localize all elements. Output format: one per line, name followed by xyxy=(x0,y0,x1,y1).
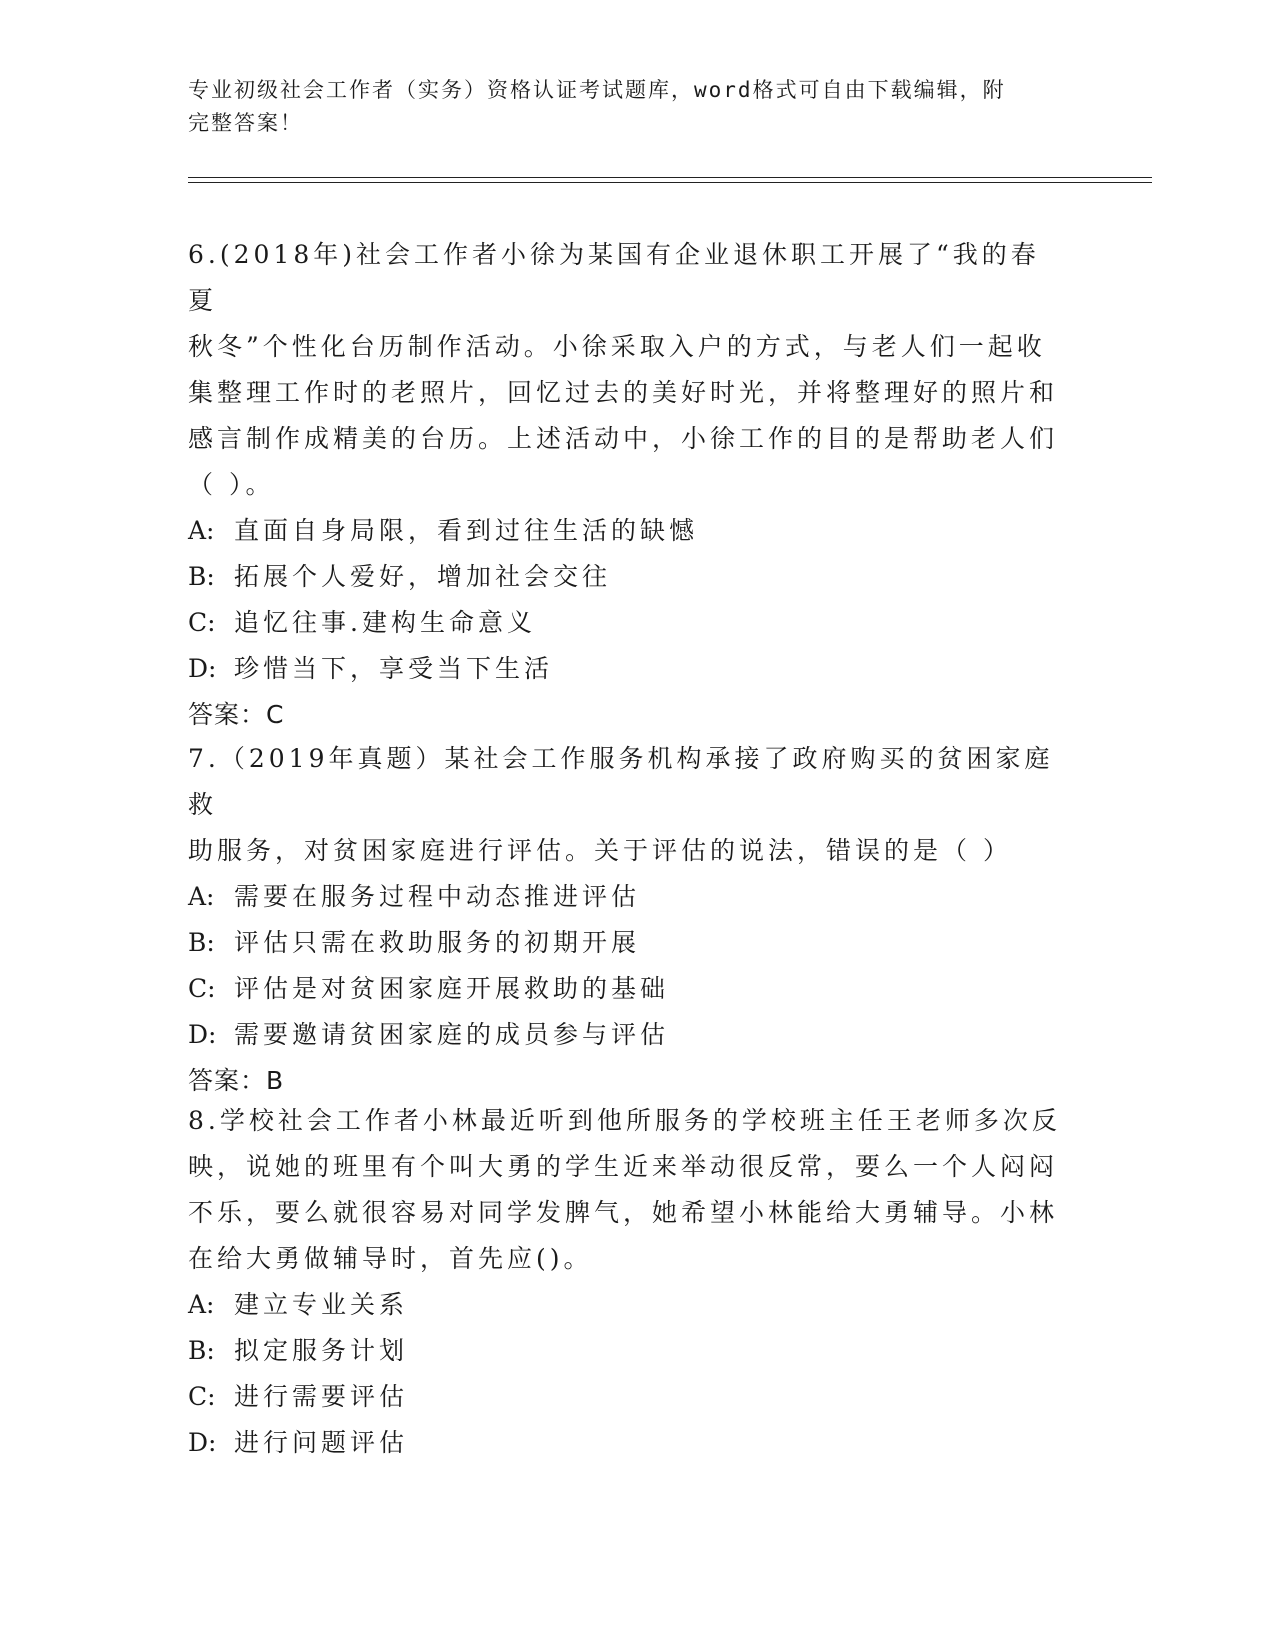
option-key: B: xyxy=(188,928,215,957)
option-c xyxy=(188,1374,1068,1420)
question-stem-line: 7.（2019年真题）某社会工作服务机构承接了政府购买的贫困家庭救 xyxy=(188,744,1054,819)
question-6 xyxy=(188,232,1068,738)
option-text: 进行需要评估 xyxy=(234,1382,409,1411)
question-stem-line: 秋冬”个性化台历制作活动。小徐采取入户的方式，与老人们一起收 xyxy=(188,332,1046,361)
option-text: 需要在服务过程中动态推进评估 xyxy=(234,882,641,911)
option-key: B: xyxy=(188,562,215,591)
question-stem-line: 集整理工作时的老照片，回忆过去的美好时光，并将整理好的照片和 xyxy=(188,378,1059,407)
option-c xyxy=(188,966,1068,1012)
option-text: 评估只需在救助服务的初期开展 xyxy=(234,928,641,957)
question-stem-line: （ ）。 xyxy=(188,470,275,499)
option-c xyxy=(188,600,1068,646)
option-key: A: xyxy=(188,516,215,545)
question-stem-line: 在给大勇做辅导时，首先应()。 xyxy=(188,1244,593,1273)
option-text: 追忆往事.建构生命意义 xyxy=(234,608,536,637)
question-stem-line: 8.学校社会工作者小林最近听到他所服务的学校班主任王老师多次反 xyxy=(188,1106,1061,1135)
option-text: 进行问题评估 xyxy=(234,1428,409,1457)
option-b xyxy=(188,554,1068,600)
option-key: A: xyxy=(188,882,215,911)
header-divider-top xyxy=(188,177,1152,178)
option-key: B: xyxy=(188,1336,215,1365)
option-a xyxy=(188,1282,1068,1328)
option-text: 建立专业关系 xyxy=(234,1290,409,1319)
option-key: C: xyxy=(188,974,216,1003)
option-text: 直面自身局限，看到过往生活的缺憾 xyxy=(234,516,699,545)
option-d xyxy=(188,646,1068,692)
option-a xyxy=(188,508,1068,554)
option-b xyxy=(188,920,1068,966)
question-stem-line: 不乐，要么就很容易对同学发脾气，她希望小林能给大勇辅导。小林 xyxy=(188,1198,1059,1227)
option-d xyxy=(188,1012,1068,1058)
option-a xyxy=(188,874,1068,920)
option-key: D: xyxy=(188,1428,217,1457)
page-header xyxy=(188,74,1068,140)
question-stem-line: 助服务，对贫困家庭进行评估。关于评估的说法，错误的是（ ） xyxy=(188,836,1012,865)
option-d xyxy=(188,1420,1068,1466)
header-divider-bottom xyxy=(188,182,1152,183)
option-text: 珍惜当下，享受当下生活 xyxy=(234,654,554,683)
option-b xyxy=(188,1328,1068,1374)
answer-line: 答案：C xyxy=(188,700,285,729)
option-key: A: xyxy=(188,1290,215,1319)
option-text: 拓展个人爱好，增加社会交往 xyxy=(234,562,612,591)
option-key: C: xyxy=(188,608,216,637)
answer-line: 答案：B xyxy=(188,1066,285,1095)
option-key: D: xyxy=(188,1020,217,1049)
question-stem-line: 映，说她的班里有个叫大勇的学生近来举动很反常，要么一个人闷闷 xyxy=(188,1152,1059,1181)
header-line-2: 完整答案！ xyxy=(188,111,303,135)
question-7 xyxy=(188,736,1068,1104)
question-stem-line: 感言制作成精美的台历。上述活动中，小徐工作的目的是帮助老人们 xyxy=(188,424,1059,453)
option-text: 评估是对贫困家庭开展救助的基础 xyxy=(234,974,670,1003)
header-line-1: 专业初级社会工作者（实务）资格认证考试题库，word格式可自由下载编辑，附 xyxy=(188,78,1006,102)
option-key: D: xyxy=(188,654,217,683)
question-8 xyxy=(188,1098,1068,1466)
option-text: 需要邀请贫困家庭的成员参与评估 xyxy=(234,1020,670,1049)
option-key: C: xyxy=(188,1382,216,1411)
question-stem-line: 6.(2018年)社会工作者小徐为某国有企业退休职工开展了“我的春夏 xyxy=(188,240,1040,315)
option-text: 拟定服务计划 xyxy=(234,1336,409,1365)
